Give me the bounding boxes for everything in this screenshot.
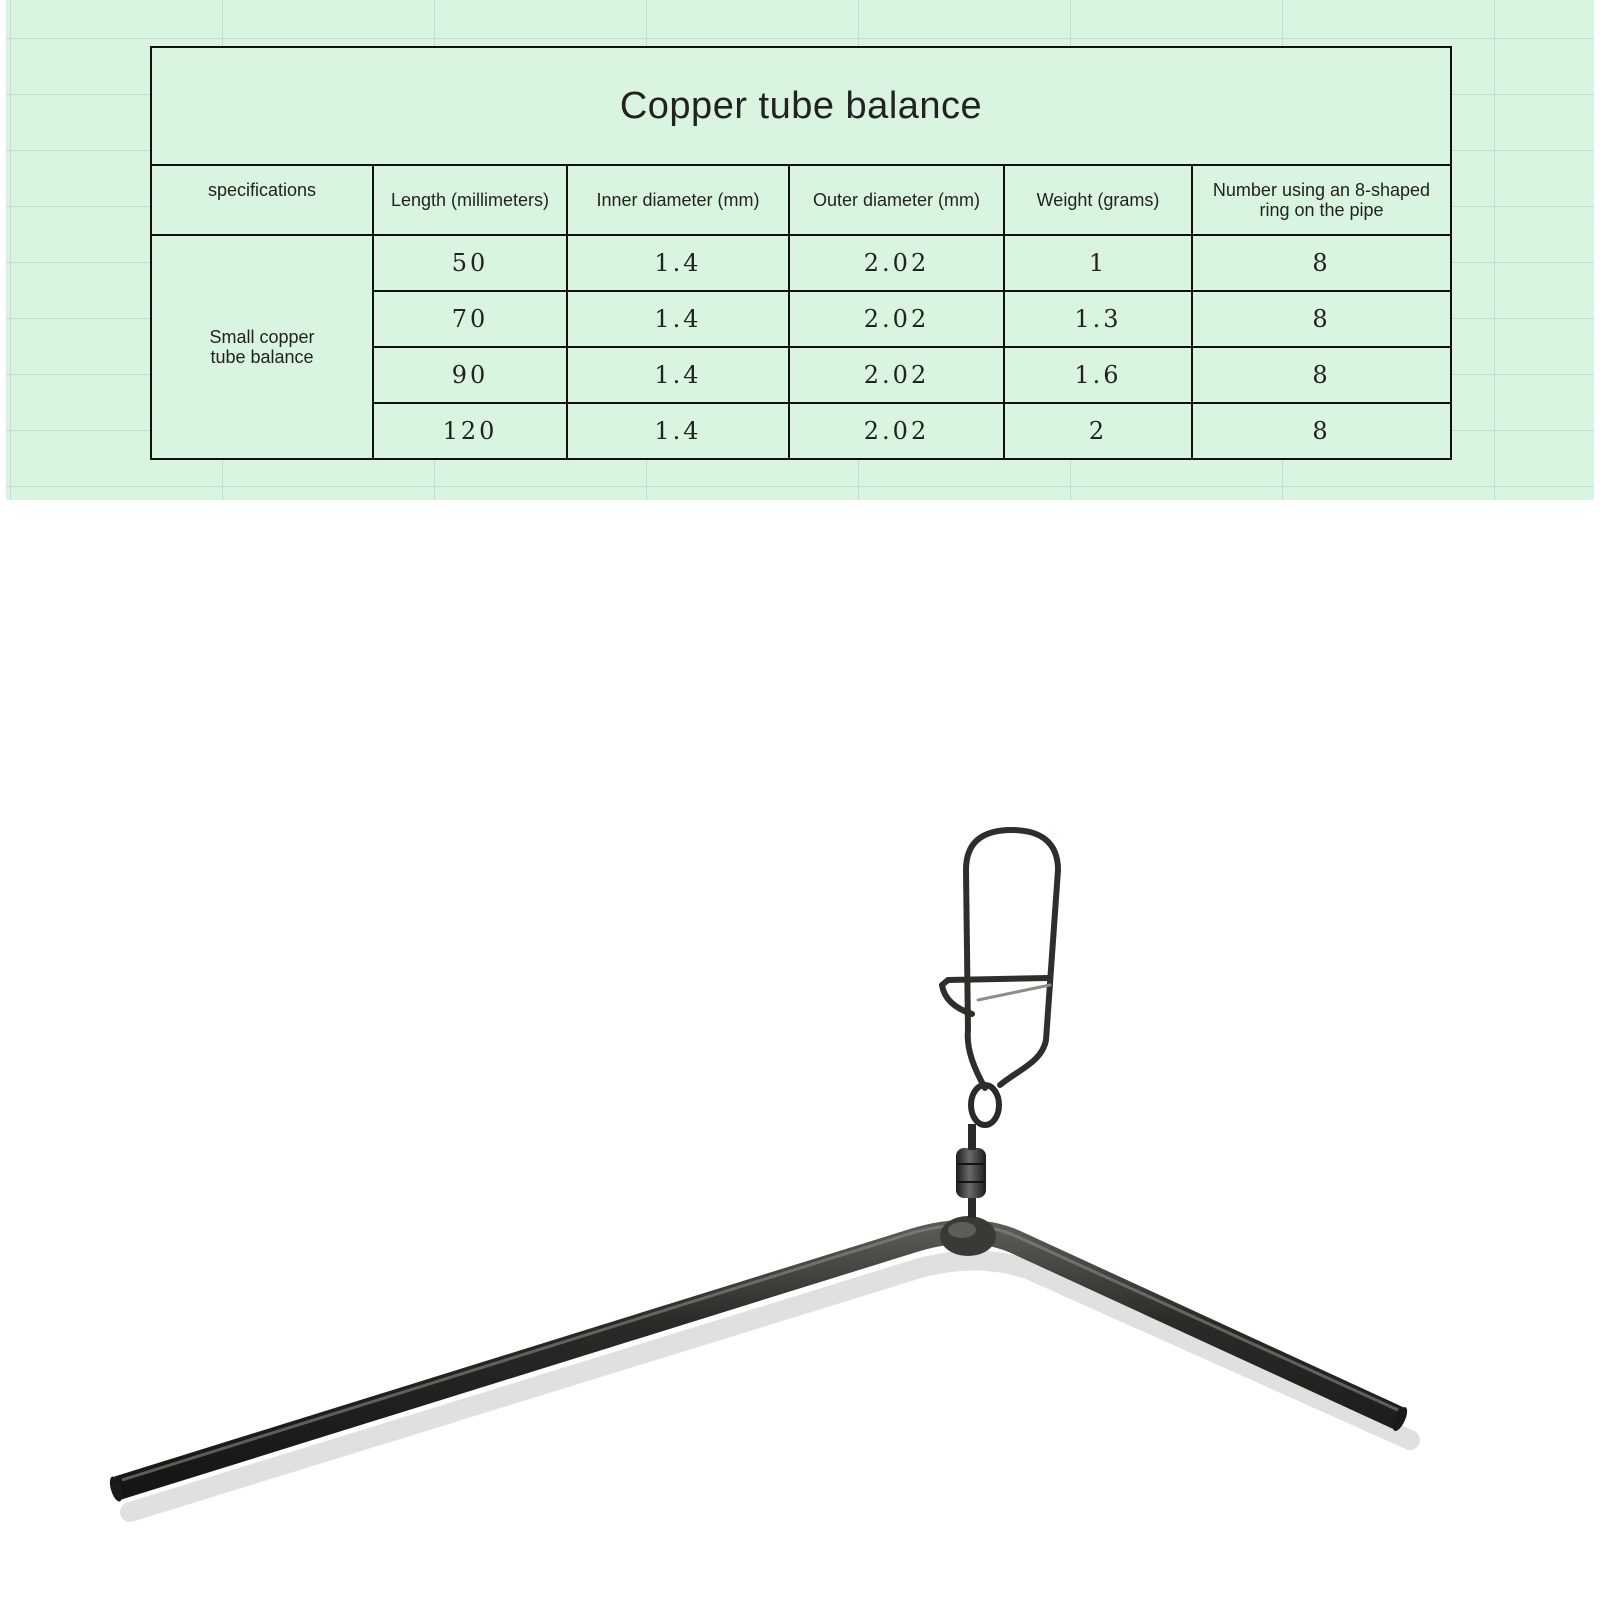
cell-outer-diameter: 2.02: [789, 291, 1004, 347]
tube-balance-illustration: [0, 800, 1600, 1570]
header-ring-count: [1192, 165, 1451, 235]
cell-inner-diameter: 1.4: [567, 235, 789, 291]
cell-weight: 1.3: [1004, 291, 1192, 347]
specification-table: [150, 46, 1452, 460]
cell-ring-count: 8: [1192, 403, 1451, 459]
group-label: Small copper tube balance: [209, 327, 315, 367]
table-title: Copper tube balance: [151, 47, 1451, 165]
cell-length: 50: [373, 235, 567, 291]
header-row: [151, 165, 1451, 235]
header-inner-diameter: Inner diameter (mm): [567, 165, 789, 235]
header-outer-diameter: Outer diameter (mm): [789, 165, 1004, 235]
title-row: [151, 47, 1451, 165]
cell-ring-count: 8: [1192, 235, 1451, 291]
barrel-swivel: [956, 1085, 999, 1218]
cell-inner-diameter: 1.4: [567, 291, 789, 347]
cell-inner-diameter: 1.4: [567, 347, 789, 403]
group-cell: [151, 235, 373, 459]
cell-weight: 2: [1004, 403, 1192, 459]
cell-ring-count: 8: [1192, 347, 1451, 403]
cell-outer-diameter: 2.02: [789, 235, 1004, 291]
cell-weight: 1: [1004, 235, 1192, 291]
tube-shadow: [130, 1260, 1410, 1512]
cell-outer-diameter: 2.02: [789, 403, 1004, 459]
cell-length: 90: [373, 347, 567, 403]
table-row: [151, 235, 1451, 291]
cell-ring-count: 8: [1192, 291, 1451, 347]
snap-clip: [942, 830, 1058, 1088]
tube-joint: [940, 1216, 996, 1256]
header-ring-count-text: Number using an 8-shaped ring on the pipe: [1212, 180, 1431, 220]
header-length: Length (millimeters): [373, 165, 567, 235]
cell-inner-diameter: 1.4: [567, 403, 789, 459]
cell-weight: 1.6: [1004, 347, 1192, 403]
header-specifications: specifications: [151, 165, 373, 235]
header-weight: Weight (grams): [1004, 165, 1192, 235]
cell-length: 70: [373, 291, 567, 347]
cell-outer-diameter: 2.02: [789, 347, 1004, 403]
cell-length: 120: [373, 403, 567, 459]
